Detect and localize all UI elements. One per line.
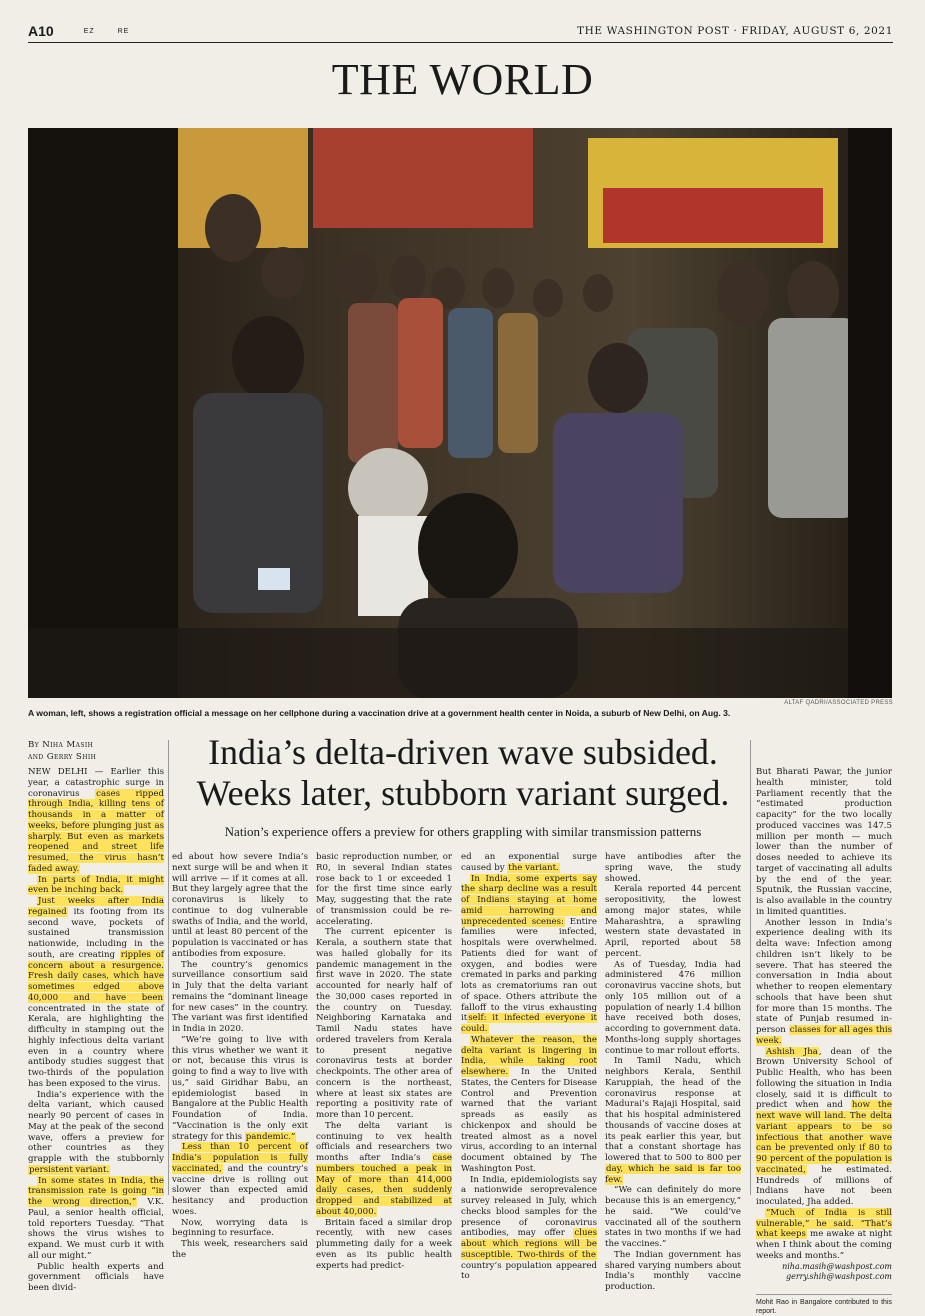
byline-author-1: By Niha Masih <box>28 740 94 750</box>
highlighted-text: In parts of India, it might even be inching back. <box>28 874 164 896</box>
highlighted-text: self: it infected everyone it could. <box>461 1013 597 1034</box>
text: , dean of the Brown University School of Public Health, who has been following the situation in India closely, said it is difficult to predict when and <box>756 1046 892 1111</box>
text: Entire families were infected, hospitals were overwhelmed. Patients died for want of oxygen, and bodies were cremated in parks and parking lots as crematoriums ran out of space. Others attribute the falloff to the virus exhausting it <box>461 916 598 1024</box>
text: “We’re going to live with this virus whether we want it or not, because this virus is going to find a way to live with us,” said Giridhar Babu, an epidemiologist based in Bangalore at the Public Health Foundation of India. “Vaccination is the only exit strategy for this <box>172 1034 308 1142</box>
article-deck: Nation’s experience offers a preview for others grappling with similar transmission patterns <box>224 824 702 839</box>
byline-author-2: and Gerry Shih <box>28 752 97 762</box>
paragraph: But Bharati Pawar, the junior health minister, told Parliament recently that the “estimated production capacity” for the two locally produced vaccines was 147.5 million per month — much lower than the number of doses needed to achieve its target of vaccinating all adults by the end of the year. Sputnik, the Russian vaccine, is also available in the country in limited quantities. <box>756 767 892 917</box>
article-column-1 <box>28 767 164 1294</box>
article-column-5 <box>605 852 741 1293</box>
highlighted-text: In some states in India, the transmission rate is going “in the wrong direction,” <box>28 1175 164 1207</box>
highlighted-text: the variant. <box>508 862 559 873</box>
paragraph: “We can definitely do more because this is an emergency,” he said. “We could’ve vaccinated all of the southern states in two months if we had the vaccines.” <box>605 1185 741 1249</box>
text: NEW DELHI — Earlier this year, a catastrophic surge in coronavirus <box>28 767 164 799</box>
highlighted-text: Less than 10 percent of India’s population is fully vaccinated, <box>172 1142 308 1174</box>
text: In India, epidemiologists say a nationwide seroprevalence survey released in July, which checks blood samples for the presence of coronavirus antibodies, may offer <box>461 1174 597 1239</box>
highlighted-text: how the next wave will land. The delta variant appears to be so infectious that another wave can be prevented only if 80 to 90 percent of the population is vaccinated, <box>756 1100 893 1175</box>
paragraph: ed about how severe India’s next surge will be and when it will arrive — if it comes at all. But they largely agree that the coronavirus is likely to continue to dog vulnerable swaths of India, and the world, until at least 80 percent of the population is vaccinated or has antibodies from exposure. <box>172 852 308 959</box>
text: India’s experience with the delta variant, which caused nearly 90 percent of cases in May at the peak of the second wave, offers a preview for other countries as they grapple with the stubbornly <box>28 1089 164 1164</box>
paragraph: This week, researchers said the <box>172 1239 308 1260</box>
contributor-note: Mohit Rao in Bangalore contributed to this report. <box>756 1294 892 1316</box>
paragraph: The current epicenter is Kerala, a southern state that was hailed globally for its pandemic management in the first wave in 2020. The state accounted for nearly half of the 30,000 cases reported in the country on Tuesday. Neighboring Karnataka and Tamil Nadu states have ordered travelers from Kerala to present negative coronavirus tests at border checkpoints. The other area of concern is the northeast, where at least six states are reporting a positivity rate of more than 10 percent. <box>316 927 452 1120</box>
highlighted-text: pandemic.” <box>245 1131 296 1142</box>
paragraph <box>28 767 164 875</box>
paragraph <box>28 1176 164 1262</box>
paragraph: have antibodies after the spring wave, the study showed. <box>605 852 741 884</box>
page-header <box>28 22 893 40</box>
text: Another lesson in India’s experience dealing with its delta wave: Infection among children isn’t likely to be severe. That has steered the conversation in India about whether to reopen elementary schools that have been shut for more than 15 months. The state of Punjab resumed in-person <box>756 917 892 1035</box>
highlighted-text: “Much of India is still vulnerable,” he said. “That’s what keeps <box>756 1207 892 1240</box>
paragraph <box>172 1142 308 1217</box>
paragraph: As of Tuesday, India had administered 476 million coronavirus vaccine shots, but only 105 million out of a population of nearly 1.4 billion have received both doses, according to government data. Months-long supply shortages continue to mar rollout efforts. <box>605 959 741 1056</box>
paragraph <box>28 896 164 1090</box>
paragraph <box>756 1208 892 1262</box>
photo-credit: ALTAF QADRI/ASSOCIATED PRESS <box>784 700 893 706</box>
photo-caption: A woman, left, shows a registration official a message on her cellphone during a vaccination drive at a government health center in Noida, a suburb of New Delhi, on Aug. 3. <box>28 708 731 718</box>
cellphone <box>258 568 290 590</box>
paragraph: The country’s genomics surveillance consortium said in July that the delta variant remains the “dominant lineage for new cases” in the country. The variant was first identified in India in 2020. <box>172 959 308 1034</box>
text: ed an exponential surge caused by <box>461 852 597 873</box>
author-email[interactable]: gerry.shih@washpost.com <box>785 1271 892 1281</box>
text: In the United States, the Centers for Disease Control and Prevention warned that the variant spreads as easily as chickenpox and should be treated almost as a novel virus, according to an internal document obtained by The Washington Post. <box>461 1067 597 1174</box>
section-title: THE WORLD <box>331 55 594 104</box>
highlighted-text: cases ripped through India, killing tens of thousands in a matter of weeks, before plunging just as sharply. But even as markets reopened and street life resumed, the virus hasn’t faded away. <box>28 788 164 874</box>
article-column-3 <box>316 852 452 1271</box>
paragraph <box>316 1121 452 1218</box>
text: me awake at night when I think about the coming weeks and months.” <box>756 1229 892 1261</box>
paragraph: Public health experts and government officials have been divid- <box>28 1261 164 1293</box>
paragraph <box>461 874 597 1035</box>
highlighted-text: In India, some experts say the sharp decline was a result of Indians staying at home amid harrowing and unprecedented scenes: <box>461 873 597 927</box>
article-column-6 <box>756 767 892 1316</box>
paragraph <box>28 875 164 897</box>
paragraph <box>461 1175 597 1283</box>
paragraph <box>172 1035 308 1143</box>
paragraph <box>756 1047 892 1208</box>
paragraph <box>605 1056 741 1185</box>
vaccination-queue-photo <box>28 128 892 698</box>
paragraph <box>28 1090 164 1176</box>
paragraph: Kerala reported 44 percent seropositivity, the lowest among major states, while Maharashtra, a sprawling western state devastated in April, reported about 58 percent. <box>605 884 741 959</box>
paragraph: Britain faced a similar drop recently, with new cases plummeting daily for a week even as its public health experts had predict- <box>316 1217 452 1271</box>
byline <box>28 739 160 763</box>
highlighted-text: case numbers touched a peak in May of more than 414,000 daily cases, then suddenly dropped and stabilized at about 40,000. <box>316 1153 452 1217</box>
text: and the country’s vaccine drive is rolling out slower than expected amid hesitancy and production woes. <box>172 1163 308 1217</box>
highlighted-text: day, which he said is far too few. <box>605 1163 741 1185</box>
text: V.K. Paul, a senior health official, told reporters Tuesday. “That shows the virus wishes to expand. We must curb it with all our might.” <box>28 1197 164 1261</box>
woman-in-purple <box>553 413 683 593</box>
text: its footing from its second wave, pockets of sustained transmission nationwide, including in the south, are creating <box>28 906 164 960</box>
newspaper-folio: THE WASHINGTON POST · FRIDAY, AUGUST 6, 2021 <box>577 25 893 37</box>
article-headline: India’s delta-driven wave subsided. Weeks later, stubborn variant surged. <box>196 732 730 813</box>
highlighted-text: Just weeks after India regained <box>28 896 164 917</box>
highlighted-text: Whatever the reason, the delta variant is lingering in India, while taking root elsewhere. <box>461 1034 597 1077</box>
column-rule <box>168 740 169 1195</box>
hindi-signboard-left <box>313 128 533 228</box>
author-email[interactable]: niha.masih@washpost.com <box>782 1261 892 1271</box>
article-column-4 <box>461 852 597 1282</box>
page-number: A10 <box>28 23 54 39</box>
text: In Tamil Nadu, which neighbors Kerala, Senthil Karuppiah, the head of the coronavirus response at Madurai’s Rajaji Hospital, said that his hospital administered thousands of vaccine doses at its peak earlier this year, but that a constant shortage has lowered that to 500 to 800 per <box>605 1056 741 1163</box>
news-photo <box>28 128 892 698</box>
registration-official <box>418 493 518 603</box>
edition-mark: RE <box>117 27 130 35</box>
paragraph <box>461 852 597 874</box>
edition-mark: EZ <box>83 27 95 35</box>
header-rule <box>28 42 893 43</box>
column-rule <box>750 740 751 1195</box>
article-column-2 <box>172 852 308 1261</box>
text: country’s population appeared to <box>461 1260 597 1282</box>
text: he estimated. Hundreds of millions of Indians have not been inoculated, Jha added. <box>756 1164 892 1207</box>
paragraph: Now, worrying data is beginning to resurface. <box>172 1217 308 1239</box>
paragraph <box>461 1035 597 1175</box>
text: The delta variant is continuing to vex health officials and researchers two months after India’s <box>316 1120 452 1163</box>
text: concentrated in the state of Kerala, are highlighting the difficulty in stamping out the highly infectious delta variant even in a country where antibody studies suggest that two-thirds of the population has been exposed to the virus. <box>28 1003 164 1089</box>
highlighted-text: classes for all ages this week. <box>756 1025 892 1046</box>
highlighted-text: clues about which regions will be susceptible. Two-thirds of the <box>461 1228 597 1260</box>
paragraph: The Indian government has shared varying numbers about India’s monthly vaccine production. <box>605 1249 741 1292</box>
highlighted-text: Ashish Jha <box>766 1046 818 1057</box>
highlighted-text: ripples of concern about a resurgence. Fresh daily cases, which have sometimes edged above 40,000 and have been <box>28 949 164 1003</box>
highlighted-text: persistent variant. <box>29 1164 110 1175</box>
edition-marks <box>84 28 150 35</box>
paragraph <box>756 918 892 1047</box>
paragraph: basic reproduction number, or R0, in several Indian states rose back to 1 or exceeded 1 for the first time since early May, suggesting that the rate of transmission could be re-accelerating. <box>316 852 452 927</box>
